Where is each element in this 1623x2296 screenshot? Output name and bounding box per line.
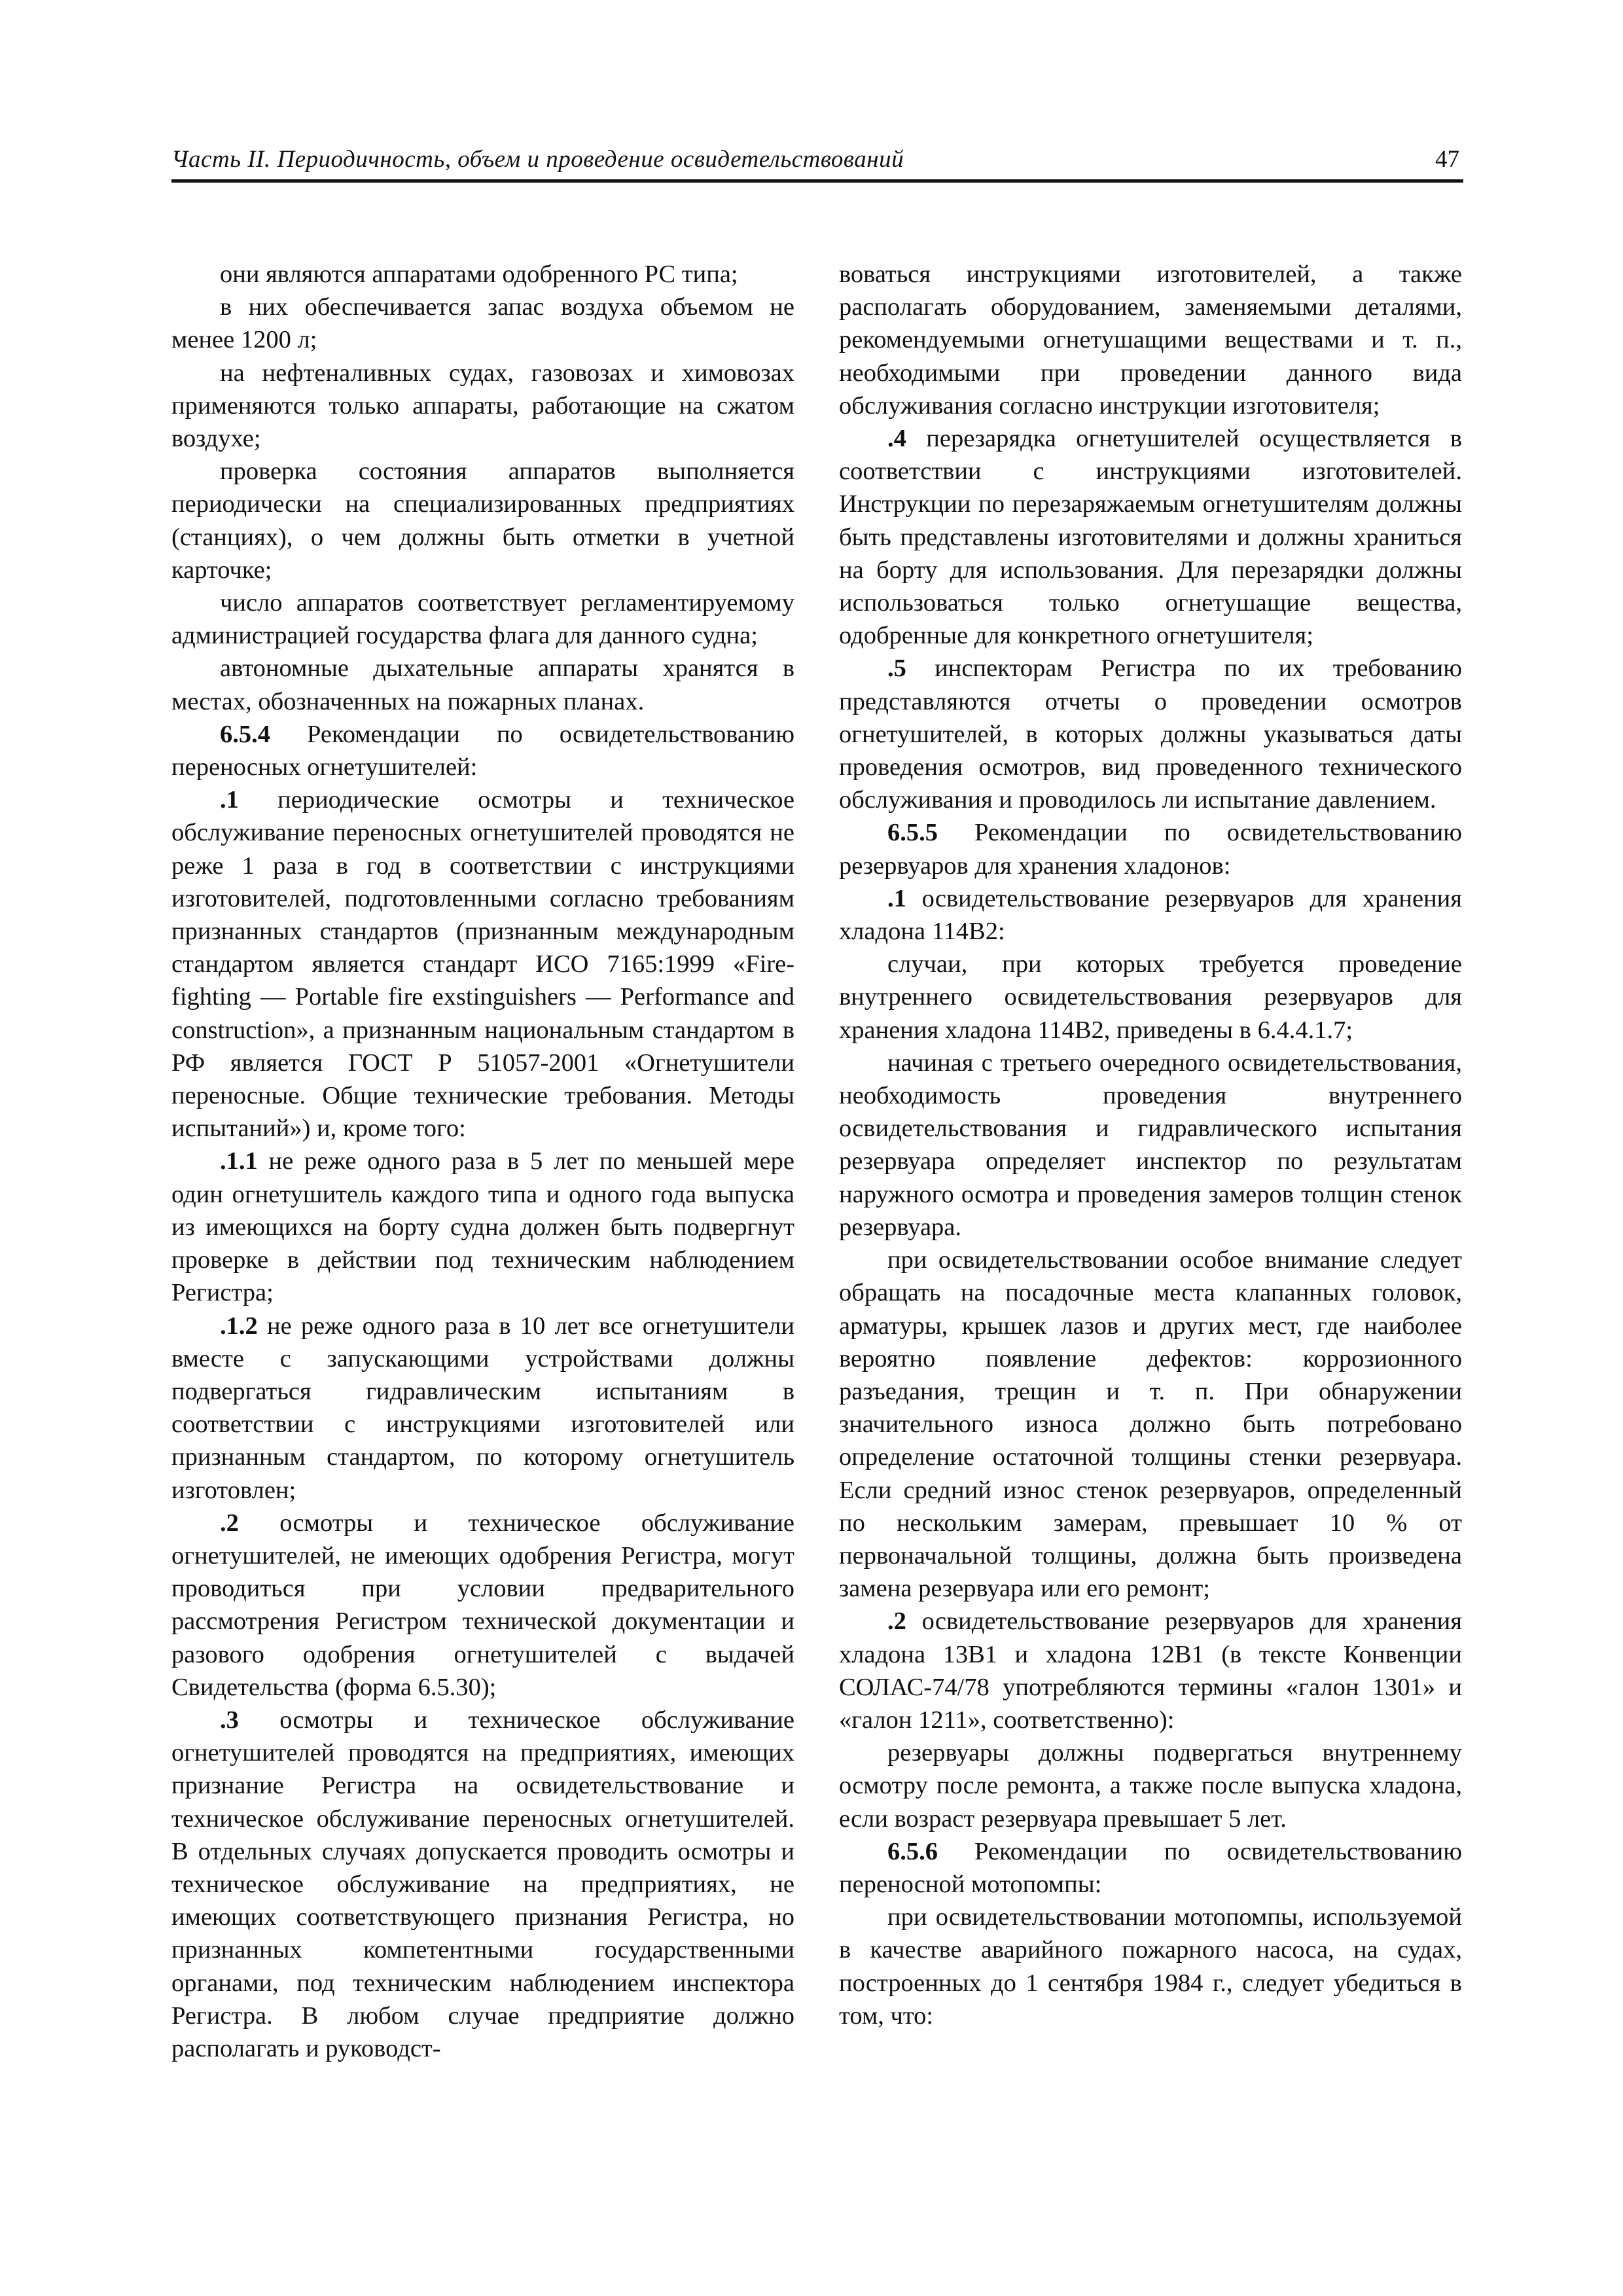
paragraph-number: .1 xyxy=(887,884,906,912)
paragraph xyxy=(839,1244,1462,1605)
paragraph-number: 6.5.6 xyxy=(887,1837,938,1865)
paragraph-text: при освидетельствовании особое внимание следует обращать на посадочные места клапанных головок, арматуры, крышек лазов и других мест, где наиболее вероятно появление дефектов: коррозионного разъедания, трещин и т. п. При обнаружении значительного износа должно быть потребовано определение остаточной толщины стенки резервуара. Если средний износ стенок резервуаров, определенный по нескольким замерам, превышает 10 % от первоначальной толщины, должна быть произведена замена резервуара или его ремонт; xyxy=(839,1246,1462,1603)
paragraph-text: Рекомендации по освидетельствованию переносных огнетушителей: xyxy=(171,720,794,781)
paragraph-text: осмотры и техническое обслуживание огнетушителей проводятся на предприятиях, имеющих признание Регистра на освидетельствование и техническое обслуживание переносных огнетушителей. В отдельных случаях допускается проводить осмотры и техническое обслуживание на предприятиях, не имеющих соответствующего признания Регистра, но признанных компетентными государственными органами, под техническим наблюдением инспектора Регистра. В любом случае предприятие должно располагать и руководст- xyxy=(171,1706,794,2062)
paragraph-text: автономные дыхательные аппараты хранятся в местах, обозначенных на пожарных планах. xyxy=(171,655,794,715)
paragraph-number: .1 xyxy=(220,786,239,814)
left-column xyxy=(171,258,794,2065)
paragraph-text: освидетельствование резервуаров для хранения хладона 114В2: xyxy=(839,884,1462,946)
paragraph-text: воваться инструкциями изготовителей, а также располагать оборудованием, заменяемыми деталями, рекомендуемыми огнетушащими веществами и т. п., необходимыми при проведении данного вида обслуживания согласно инструкции изготовителя; xyxy=(839,260,1462,420)
paragraph xyxy=(171,1507,794,1704)
paragraph-text: случаи, при которых требуется проведение внутреннего освидетельствования резервуаров для хранения хладона 114В2, приведены в 6.4.4.1.7; xyxy=(839,950,1462,1044)
paragraph-text: перезарядка огнетушителей осуществляется в соответствии с инструкциями изготовителей. Инструкции по перезаряжаемым огнетушителям должны быть представлены изготовителями и должны храниться на борту для использования. Для перезарядки должны использоваться только огнетушащие вещества, одобренные для конкретного огнетушителя; xyxy=(839,425,1462,650)
paragraph-text: начиная с третьего очередного освидетельствования, необходимость проведения внутреннего освидетельствования и гидравлического испытания резервуара определяет инспектор по результатам наружного осмотра и проведения замеров толщин стенок резервуара. xyxy=(839,1049,1462,1241)
paragraph-text: освидетельствование резервуаров для хранения хладона 13В1 и хладона 12В1 (в тексте Конвенции СОЛАС-74/78 употребляются термины «галон 1301» и «галон 1211», соответственно): xyxy=(839,1607,1462,1734)
paragraph xyxy=(839,1047,1462,1244)
paragraph-text: они являются аппаратами одобренного РС типа; xyxy=(220,260,738,288)
right-column xyxy=(839,258,1462,2032)
paragraph xyxy=(839,1736,1462,1835)
paragraph-number: .4 xyxy=(887,425,906,453)
paragraph-text: не реже одного раза в 5 лет по меньшей мере один огнетушитель каждого типа и одного года выпуска из имеющихся на борту судна должен быть подвергнут проверке в действии под техническим наблюдением Регистра; xyxy=(171,1147,794,1307)
paragraph-number: .2 xyxy=(220,1509,239,1537)
paragraph xyxy=(171,357,794,456)
paragraph-number: .3 xyxy=(220,1706,239,1734)
paragraph-text: Рекомендации по освидетельствованию резервуаров для хранения хладонов: xyxy=(839,819,1462,880)
page-number: 47 xyxy=(1435,146,1459,173)
paragraph xyxy=(839,882,1462,948)
paragraph-text: резервуары должны подвергаться внутреннему осмотру после ремонта, а также после выпуска хладона, если возраст резервуара превышает 5 лет. xyxy=(839,1739,1462,1833)
paragraph-text: периодические осмотры и техническое обслуживание переносных огнетушителей проводятся не реже 1 раза в год в соответствии с инструкциями изготовителей, подготовленными согласно требованиям признанных стандартов (признанным международным стандартом является стандарт ИСО 7165:1999 «Fire-fighting — Portable fire exstinguishers — Performance and construction», а признанным национальным стандартом в РФ является ГОСТ Р 51057-2001 «Огнетушители переносные. Общие технические требования. Методы испытаний») и, кроме того: xyxy=(171,786,794,1143)
paragraph xyxy=(839,258,1462,422)
paragraph xyxy=(839,1835,1462,1901)
paragraph xyxy=(839,948,1462,1047)
paragraph xyxy=(839,816,1462,882)
paragraph xyxy=(171,1310,794,1507)
running-title: Часть II. Периодичность, объем и проведение освидетельствований xyxy=(171,146,904,173)
paragraph-text: проверка состояния аппаратов выполняется периодически на специализированных предприятиях (станциях), о чем должны быть отметки в учетной карточке; xyxy=(171,457,794,584)
paragraph xyxy=(171,1145,794,1309)
paragraph-text: осмотры и техническое обслуживание огнетушителей, не имеющих одобрения Регистра, могут проводиться при условии предварительного рассмотрения Регистром технической документации и разового одобрения огнетушителей с выдачей Свидетельства (форма 6.5.30); xyxy=(171,1509,794,1701)
paragraph-text: не реже одного раза в 10 лет все огнетушители вместе с запускающими устройствами должны подвергаться гидравлическим испытаниям в соответствии с инструкциями изготовителей или признанным стандартом, по которому огнетушитель изготовлен; xyxy=(171,1312,794,1504)
paragraph-number: 6.5.5 xyxy=(887,819,938,847)
paragraph xyxy=(839,422,1462,652)
paragraph xyxy=(839,1901,1462,2032)
paragraph-number: .1.1 xyxy=(220,1147,258,1175)
paragraph xyxy=(171,586,794,652)
paragraph xyxy=(171,291,794,356)
paragraph-number: .1.2 xyxy=(220,1312,258,1340)
paragraph xyxy=(171,455,794,586)
paragraph xyxy=(839,652,1462,816)
running-header xyxy=(171,143,1463,183)
paragraph xyxy=(839,1605,1462,1736)
paragraph xyxy=(171,718,794,783)
paragraph xyxy=(171,652,794,717)
paragraph xyxy=(171,258,794,291)
paragraph-text: на нефтеналивных судах, газовозах и химовозах применяются только аппараты, работающие на сжатом воздухе; xyxy=(171,359,794,453)
paragraph xyxy=(171,783,794,1145)
paragraph-text: Рекомендации по освидетельствованию переносной мотопомпы: xyxy=(839,1837,1462,1898)
paragraph-number: .2 xyxy=(887,1607,906,1636)
paragraph-text: инспекторам Регистра по их требованию представляются отчеты о проведении осмотров огнетушителей, в которых должны указываться даты проведения осмотров, вид проведенного технического обслуживания и проводилось ли испытание давлением. xyxy=(839,655,1462,814)
paragraph-number: .5 xyxy=(887,655,906,683)
paragraph-text: при освидетельствовании мотопомпы, используемой в качестве аварийного пожарного насоса, на судах, построенных до 1 сентября 1984 г., следует убедиться в том, что: xyxy=(839,1903,1462,2030)
paragraph xyxy=(171,1704,794,2065)
paragraph-number: 6.5.4 xyxy=(220,720,270,748)
paragraph-text: в них обеспечивается запас воздуха объемом не менее 1200 л; xyxy=(171,293,794,354)
paragraph-text: число аппаратов соответствует регламентируемому администрацией государства флага для данного судна; xyxy=(171,589,794,650)
